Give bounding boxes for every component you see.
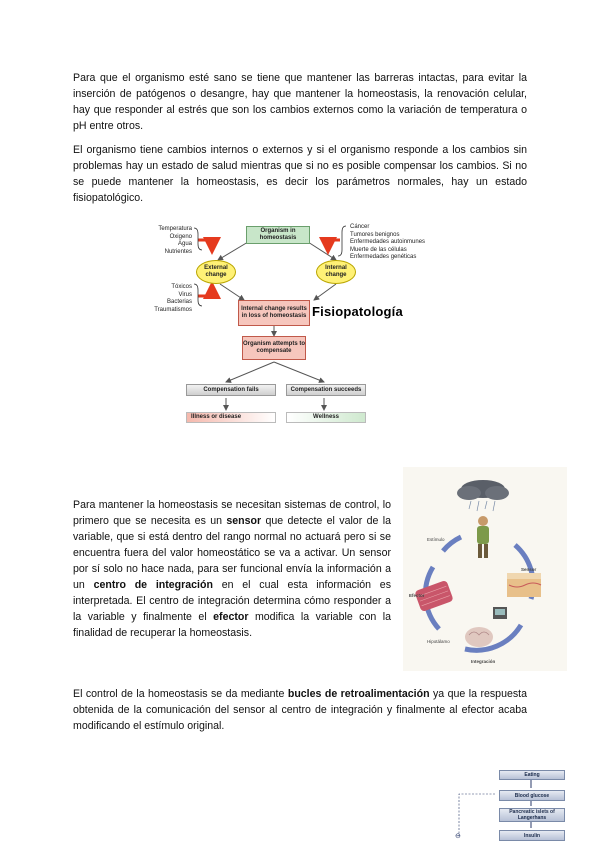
text-run: en el cual esta información es interpretada. El centro de integración determina cómo responder a la variable y finalmente el [73,579,391,623]
term-integration-center: centro de integración [93,579,213,591]
list-item: Traumatismos [154,306,192,313]
list-item: Tóxicos [171,284,192,290]
list-item: Temperatura [158,226,192,232]
box-blood-glucose: Blood glucose [499,790,565,801]
list-item: Enfermedades genéticas [350,254,417,260]
text-run: El control de la homeostasis se da mediante [73,688,288,700]
paragraph-barriers: Para que el organismo esté sano se tiene que mantener las barreras intactas, para evitar la inserción de patógenos o desangre, hay que mantener la homeostasis, la renovación celular, hay que responder al estrés que son los cambios externos como la variación de temperatura o pH entre otros. [73,72,527,132]
node-external-change: External change [196,260,236,284]
paragraph-feedback-loops [73,686,527,734]
label-sensor: Sensor [521,567,537,572]
term-feedback-loops: bucles de retroalimentación [287,688,430,700]
control-cycle-figure [403,467,567,671]
node-internal-change: Internal change [316,260,356,284]
label-hypothalamus: Hipotálamo [427,639,450,644]
node-compensate: Organism attempts to compensate [242,336,306,360]
list-pathogen-factors [140,284,192,314]
list-item: Muerte de las células [350,246,407,253]
text-run: Para mantener la homeostasis se necesitan sistemas de control, lo primero que se necesita es un [73,499,391,527]
list-item: Nutrientes [164,248,192,255]
negative-feedback-sign: ⊖ [455,833,461,840]
list-item: Tumores benignos [350,231,400,238]
box-eating: Eating [499,770,565,780]
label-integration: Integración [471,659,496,664]
list-item: Enfermedades autoinmunes [350,239,426,245]
list-external-factors [140,226,192,256]
list-item: Virus [178,291,192,298]
label-effector: Efector [409,593,425,598]
glucose-flow-figure [455,768,567,848]
box-insulin: Insulin [499,830,565,841]
node-internal-loss: Internal change results in loss of homeostasis [238,300,310,326]
list-item: Agua [177,241,192,247]
box-pancreatic-islets: Pancreatic islets of Langerhans [499,808,565,822]
text-run: modifica la variable con la finalidad de recuperar la homeostasis. [73,611,391,639]
list-item: Cáncer [350,224,370,230]
node-compensation-fails: Compensation fails [186,384,276,396]
label-stimulus: Estímulo [427,537,445,542]
list-item: Bacterias [166,299,192,305]
paragraph-changes: El organismo tiene cambios internos o externos y si el organismo responde a los cambios sin problemas hay un estado de salud mientras que si no es posible compensar los cambios. Si no se puede mantener la homeostasis, es decir los parámetros normales, hay un estado fisiopatológico. [73,144,527,204]
node-wellness: Wellness [286,412,366,423]
node-illness: Illness or disease [186,412,276,423]
text-run: ya que la respuesta obtenida de la comunicación del sensor al centro de integración y finalmente al efector acaba modificando el estímulo original. [73,688,527,732]
list-item: Oxigeno [169,233,192,240]
node-organism-homeostasis: Organism in homeostasis [246,226,310,244]
homeostasis-flow-diagram [140,222,460,428]
paragraph-control-systems [73,497,391,641]
term-sensor: sensor [226,515,262,527]
fisiopatologia-label: Fisiopatología [312,304,403,319]
node-compensation-succeeds: Compensation succeeds [286,384,366,396]
term-effector: efector [213,611,249,623]
text-run: que detecte el valor de la variable, que si está dentro del rango normal no actuará pero si se encuentra fuera del valor homeostático se va a activar. Un sensor por sí solo no hace nada, para ser funcional envía la información a un [73,515,391,591]
list-internal-factors [350,224,460,262]
